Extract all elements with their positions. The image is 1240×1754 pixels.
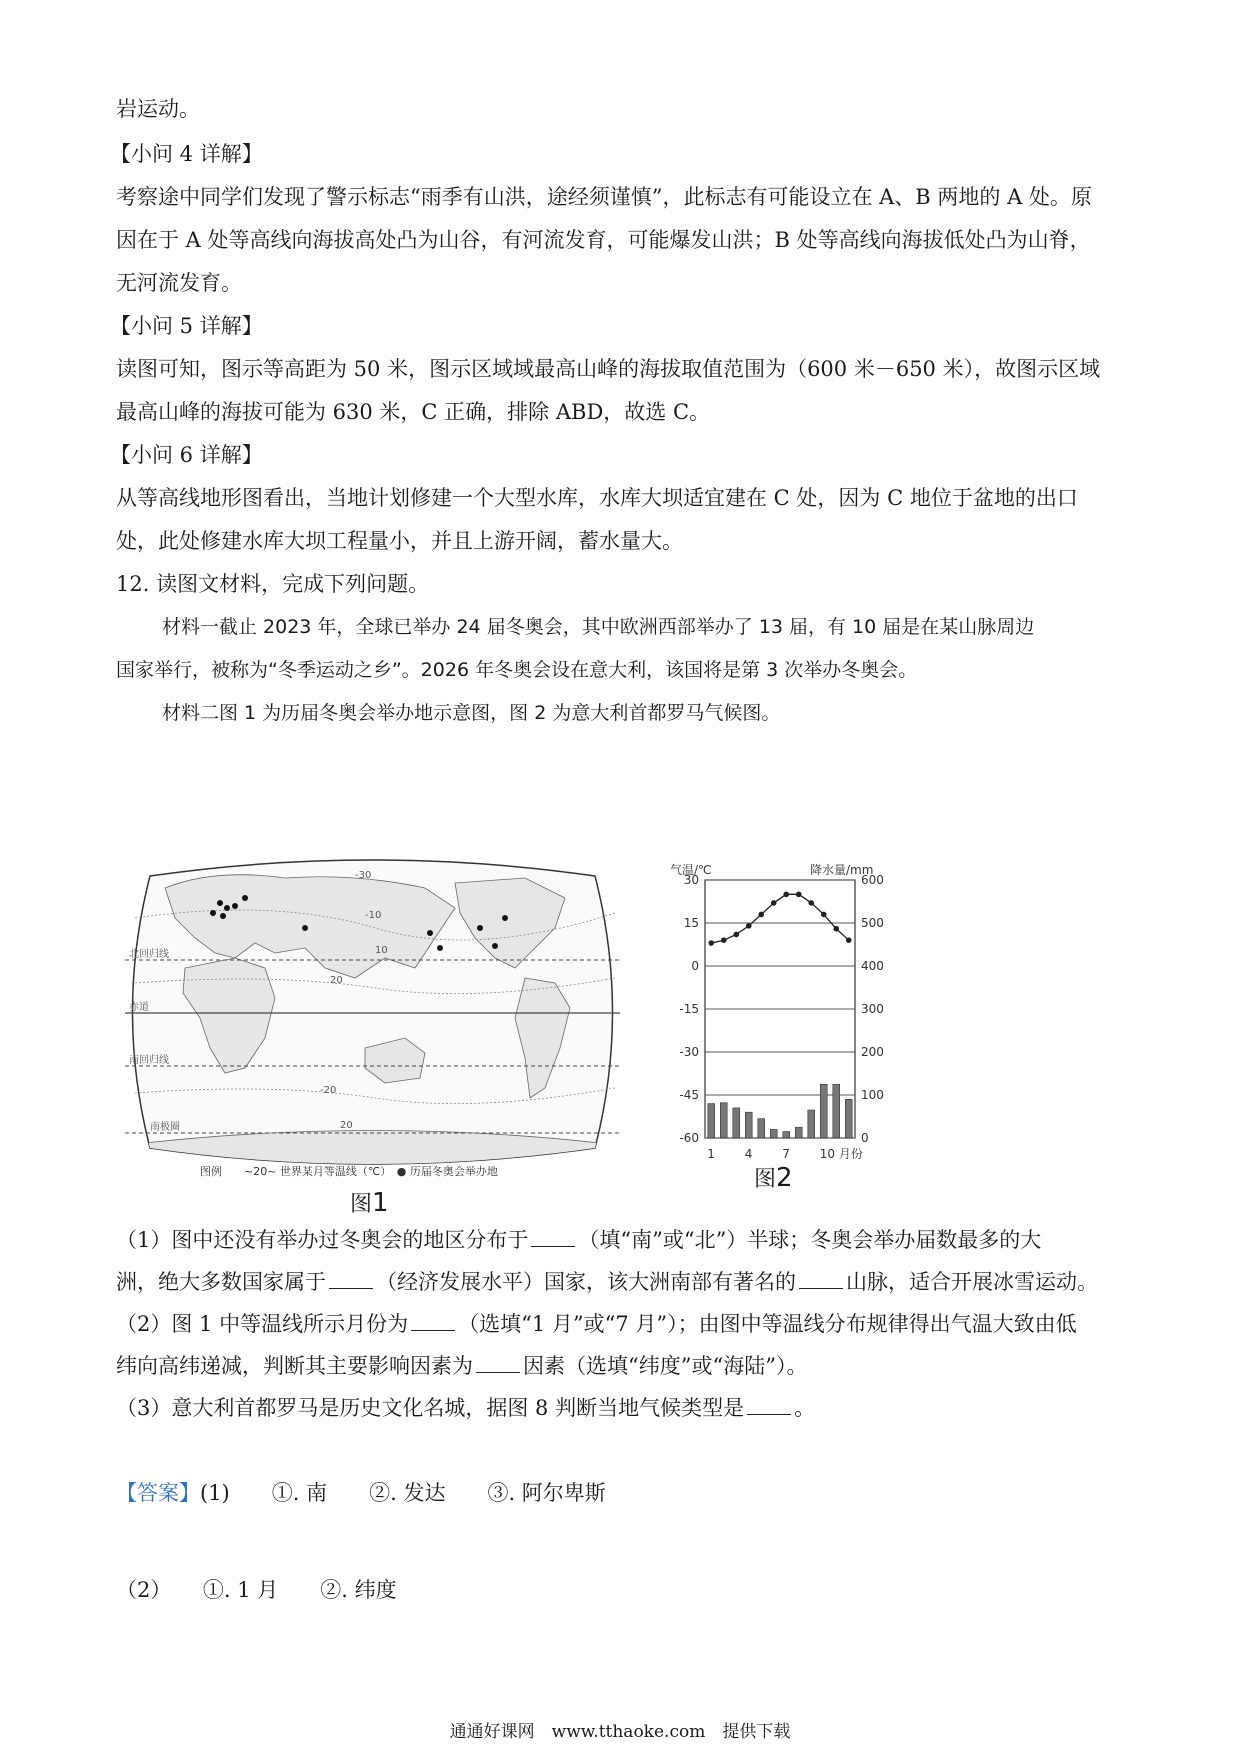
temp-tick-label: -30 <box>679 1045 699 1059</box>
svg-text:10: 10 <box>375 945 388 956</box>
text-line: 处，此处修建水库大坝工程量小，并且上游开阔，蓄水量大。 <box>116 529 683 553</box>
precip-axis-label: 降水量/mm <box>810 863 874 877</box>
temperature-point <box>708 940 714 946</box>
svg-text:-10: -10 <box>365 910 382 921</box>
answer-blank[interactable] <box>329 1270 373 1289</box>
answer-blank[interactable] <box>531 1228 575 1247</box>
svg-text:南回归线: 南回归线 <box>129 1055 169 1066</box>
precip-bar <box>758 1119 765 1138</box>
temperature-line <box>711 894 849 943</box>
question-1-line-1: （1）图中还没有举办过冬奥会的地区分布于 （填“南”或“北”）半球；冬奥会举办届数最多的大 <box>116 1228 1042 1252</box>
temperature-point <box>746 923 752 929</box>
precip-tick-label: 400 <box>861 959 884 973</box>
question-2-line-1: （2）图 1 中等温线所示月份为 （选填“1 月”或“7 月”）；由图中等温线分布规律得出气温大致由低 <box>116 1312 1077 1336</box>
page-footer: 通通好课网 www.tthaoke.com 提供下载 <box>449 1722 791 1742</box>
precip-bar <box>708 1104 715 1138</box>
temperature-point <box>783 892 789 898</box>
svg-text:20: 20 <box>340 1120 353 1131</box>
text-line: 读图可知，图示等高距为 50 米，图示区域域最高山峰的海拔取值范围为（600 米－650 米），故图示区域 <box>116 357 1101 381</box>
temp-tick-label: -15 <box>679 1002 699 1016</box>
precip-tick-label: 100 <box>861 1088 884 1102</box>
temperature-point <box>733 932 739 938</box>
text-line: 因在于 A 处等高线向海拔高处凸为山谷，有河流发育，可能爆发山洪；B 处等高线向海拔低处凸为山脊， <box>116 228 1091 252</box>
answer-label: 【答案】 <box>116 1481 200 1505</box>
question-1-line-2: 洲，绝大多数国家属于 （经济发展水平）国家，该大洲南部有著名的 山脉，适合开展冰雪运动。 <box>116 1270 1098 1294</box>
month-tick-label: 1 <box>707 1147 715 1161</box>
precip-bar <box>833 1084 840 1138</box>
figure-1-legend: 图例 ~20~ 世界某月等温线（℃） ● 历届冬奥会举办地 <box>200 1165 498 1178</box>
temp-tick-label: -60 <box>679 1131 699 1145</box>
text-line: 从等高线地形图看出，当地计划修建一个大型水库，水库大坝适宜建在 C 处，因为 C 地位于盆地的出口 <box>116 486 1078 510</box>
precip-bar <box>795 1127 802 1138</box>
temp-axis-label: 气温/℃ <box>670 863 712 877</box>
svg-text:赤道: 赤道 <box>129 1002 149 1013</box>
figure-2-climate-chart <box>660 860 900 1180</box>
temperature-point <box>721 937 727 943</box>
material-1-line: 国家举行，被称为“冬季运动之乡”。2026 年冬奥会设在意大利，该国将是第 3 次举办冬奥会。 <box>116 659 918 681</box>
text-line: 岩运动。 <box>116 97 200 121</box>
answer-blank[interactable] <box>747 1396 791 1415</box>
precip-bar <box>845 1099 852 1138</box>
temp-tick-label: 15 <box>683 916 699 930</box>
precip-tick-label: 0 <box>861 1131 869 1145</box>
material-2-line: 材料二图 1 为历届冬奥会举办地示意图，图 2 为意大利首都罗马气候图。 <box>162 702 781 724</box>
subquestion-6-heading: 【小问 6 详解】 <box>110 443 263 467</box>
temperature-point <box>796 892 802 898</box>
precip-bar <box>733 1108 740 1138</box>
material-1-line: 材料一截止 2023 年，全球已举办 24 届冬奥会，其中欧洲西部举办了 13 届，有 10 届是在某山脉周边 <box>162 616 1035 638</box>
svg-text:-30: -30 <box>355 870 372 881</box>
svg-text:-20: -20 <box>320 1085 337 1096</box>
temp-tick-label: 0 <box>691 959 699 973</box>
temp-tick-label: 30 <box>683 873 699 887</box>
text-line: 考察途中同学们发现了警示标志“雨季有山洪，途经须谨慎”，此标志有可能设立在 A、B 两地的 A 处。原 <box>116 185 1092 209</box>
precip-tick-label: 300 <box>861 1002 884 1016</box>
precip-bar <box>720 1103 727 1138</box>
temperature-point <box>833 926 839 932</box>
answer-line-1: 【答案】(1) ①. 南 ②. 发达 ③. 阿尔卑斯 <box>116 1481 606 1505</box>
text-line: 无河流发育。 <box>116 271 242 295</box>
precip-bar <box>770 1129 777 1138</box>
temperature-point <box>771 900 777 906</box>
month-tick-label: 4 <box>744 1147 753 1161</box>
question-12-title: 12. 读图文材料，完成下列问题。 <box>116 572 430 596</box>
temperature-point <box>821 912 827 918</box>
answer-line-2: （2） ①. 1 月 ②. 纬度 <box>116 1578 397 1602</box>
precip-tick-label: 200 <box>861 1045 884 1059</box>
figure-2-caption: 图2 <box>754 1163 793 1193</box>
svg-text:北回归线: 北回归线 <box>129 949 169 960</box>
svg-text:20: 20 <box>330 975 343 986</box>
month-tick-label: 7 <box>782 1147 790 1161</box>
figure-1-caption: 图1 <box>350 1188 389 1218</box>
precip-bar <box>745 1112 752 1138</box>
subquestion-4-heading: 【小问 4 详解】 <box>110 142 263 166</box>
svg-text:南极圈: 南极圈 <box>150 1122 180 1133</box>
answer-blank[interactable] <box>411 1312 455 1331</box>
precip-tick-label: 500 <box>861 916 884 930</box>
temperature-point <box>808 900 814 906</box>
temp-tick-label: -45 <box>679 1088 699 1102</box>
subquestion-5-heading: 【小问 5 详解】 <box>110 314 263 338</box>
temperature-point <box>758 912 764 918</box>
figure-1-world-map <box>125 858 620 1166</box>
precip-bar <box>820 1084 827 1138</box>
precip-bar <box>808 1110 815 1138</box>
text-line: 最高山峰的海拔可能为 630 米，C 正确，排除 ABD，故选 C。 <box>116 400 711 424</box>
precip-tick-label: 600 <box>861 873 884 887</box>
answer-blank[interactable] <box>476 1354 520 1373</box>
question-3-line: （3）意大利首都罗马是历史文化名城，据图 8 判断当地气候类型是 。 <box>116 1396 816 1420</box>
month-tick-label: 10 月份 <box>819 1147 863 1161</box>
precip-bar <box>783 1132 790 1138</box>
question-2-line-2: 纬向高纬递减，判断其主要影响因素为 因素（选填“纬度”或“海陆”）。 <box>116 1354 808 1378</box>
answer-blank[interactable] <box>799 1270 843 1289</box>
temperature-point <box>846 937 852 943</box>
